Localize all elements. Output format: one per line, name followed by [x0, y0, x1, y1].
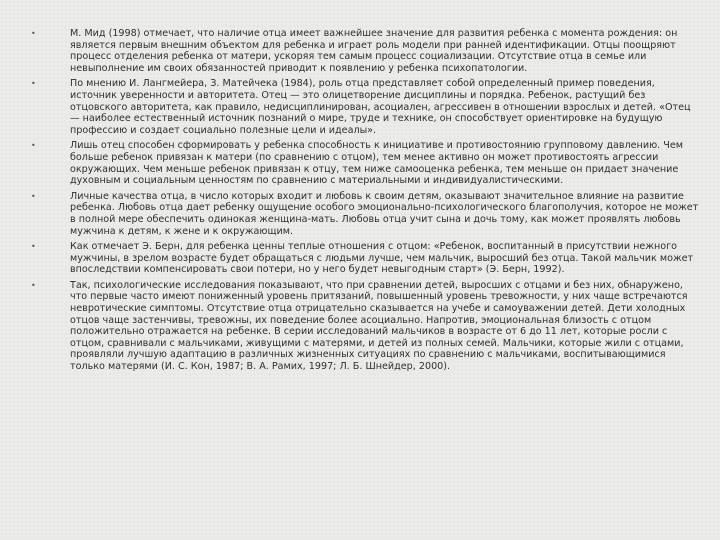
bullet-item	[28, 140, 700, 186]
bullet-list	[28, 28, 700, 377]
bullet-item	[28, 28, 700, 74]
bullet-dot-icon: •	[31, 242, 36, 252]
bullet-dot-icon: •	[31, 141, 36, 151]
bullet-text: Так, психологические исследования показывают, что при сравнении детей, выросших с отцами и без них, обнаружено, что первые часто имеют пониженный уровень притязаний, повышенный уровень тревожности, у них чаще встречаются невротические симптомы. Отсутствие отца отрицательно сказывается на учебе и самоуважении детей. Дети холодных отцов чаще застенчивы, тревожны, их поведение более асоциально. Напротив, эмоциональная близость с отцом положительно отражается на ребенке. В серии исследований мальчиков в возрасте от 6 до 11 лет, которые росли с отцом, сравнивали с мальчиками, живущими с матерями, и детей из полных семей. Мальчики, которые жили с отцами, проявляли лучшую адаптацию в различных жизненных ситуациях по сравнению с мальчиками, воспитывающимися только матерями (И. С. Кон, 1987; В. А. Рамих, 1997; Л. Б. Шнейдер, 2000).	[70, 279, 688, 373]
bullet-text: Личные качества отца, в число которых входит и любовь к своим детям, оказывают значительное влияние на развитие ребенка. Любовь отца дает ребенку ощущение особого эмоционально-психологического благополучия, которое не может в полной мере обеспечить одинокая женщина-мать. Любовь отца учит сына и дочь тому, как может проявлять любовь мужчина к детям, к жене и к окружающим.	[70, 190, 699, 237]
bullet-dot-icon: •	[31, 79, 36, 89]
bullet-text: Как отмечает Э. Берн, для ребенка ценны теплые отношения с отцом: «Ребенок, воспитанный в присутствии нежного мужчины, в зрелом возрасте будет обращаться с людьми лучше, чем мальчик, выросший без отца. Такой мальчик может впоследствии компенсировать свои потери, но у него будет невыгодным старт» (Э. Берн, 1992).	[70, 241, 694, 276]
bullet-item	[28, 191, 700, 237]
bullet-text: По мнению И. Лангмейера, З. Матейчека (1984), роль отца представляет собой определенный пример поведения, источник уверенности и авторитета. Отец — это олицетворение дисциплины и порядка. Ребенок, растущий без отцовского авторитета, как правило, недисциплинирован, асоциален, агрессивен в отношении взрослых и детей. «Отец — наиболее естественный источник познаний о мире, труде и технике, он способствует ориентировке на будущую профессию и создает социально полезные цели и идеалы».	[70, 78, 691, 136]
bullet-dot-icon: •	[31, 191, 36, 201]
bullet-text: Лишь отец способен сформировать у ребенка способность к инициативе и противостоянию групповому давлению. Чем больше ребенок привязан к матери (по сравнению с отцом), тем менее активно он может противостоять агрессии окружающих. Чем меньше ребенок привязан к отцу, тем ниже самооценка ребенка, тем меньше он придает значение духовным и социальным ценностям по сравнению с материальными и индивидуалистическими.	[70, 140, 683, 187]
bullet-dot-icon: •	[31, 280, 36, 290]
bullet-item	[28, 241, 700, 276]
bullet-item	[28, 78, 700, 136]
bullet-item	[28, 280, 700, 373]
bullet-text: М. Мид (1998) отмечает, что наличие отца имеет важнейшее значение для развития ребенка с момента рождения: он является первым внешним объектом для ребенка и играет роль модели при ранней идентификации. Отцы поощряют процесс отделения ребенка от матери, ускоряя тем самым процесс социализации. Отсутствие отца в семье или невыполнение им своих обязанностей приводит к появлению у ребенка психопатологии.	[70, 28, 678, 74]
bullet-dot-icon: •	[31, 29, 36, 38]
